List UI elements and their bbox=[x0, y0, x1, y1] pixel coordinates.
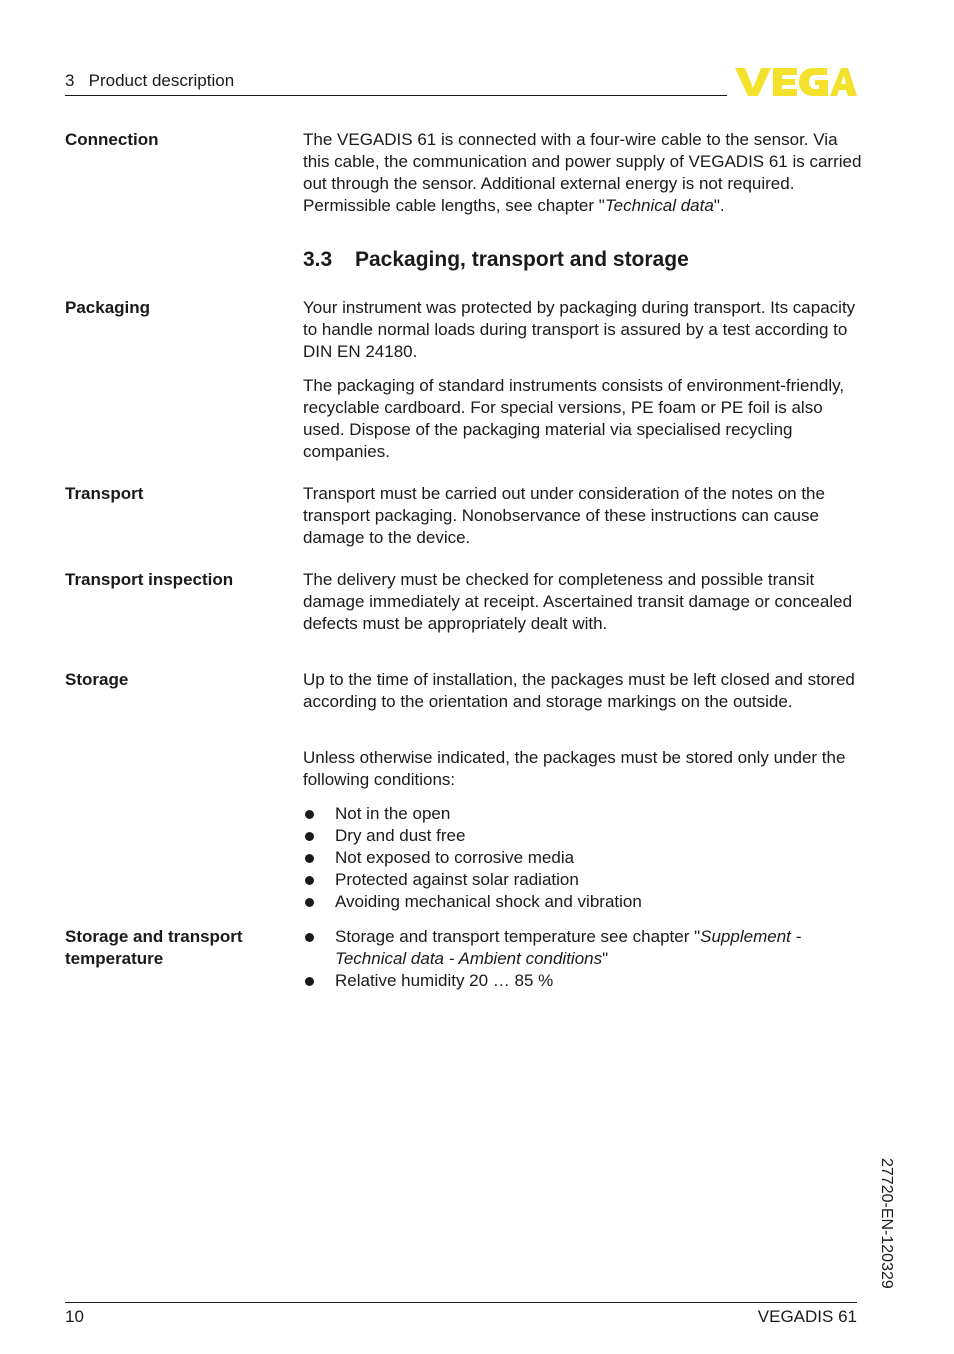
header-section-number: 3 bbox=[65, 71, 75, 90]
header-section-title: Product description bbox=[88, 71, 235, 90]
bullet-icon bbox=[305, 810, 314, 819]
packaging-paragraph-1: Your instrument was protected by packaging during transport. Its capacity to handle normal loads during transport is assured by a test according to DIN EN 24180. bbox=[303, 298, 856, 361]
section-title: Packaging, transport and storage bbox=[355, 248, 689, 271]
list-item bbox=[303, 891, 863, 913]
section-number: 3.3 bbox=[303, 248, 333, 271]
list-item bbox=[303, 825, 863, 847]
list-item-text: Storage and transport temperature see chapter " bbox=[335, 927, 701, 946]
connection-text-end: ". bbox=[713, 196, 725, 215]
transport-inspection-label: Transport inspection bbox=[65, 570, 234, 589]
bullet-icon bbox=[305, 832, 314, 841]
list-item-text: Not in the open bbox=[335, 804, 451, 823]
list-item bbox=[303, 970, 863, 992]
list-item-text: Dry and dust free bbox=[335, 826, 466, 845]
list-item bbox=[303, 803, 863, 825]
storage-paragraph-2: Unless otherwise indicated, the packages must be stored only under the following conditions: bbox=[303, 748, 846, 789]
transport-inspection-paragraph: The delivery must be checked for completeness and possible transit damage immediately at receipt. Ascertained transit damage or concealed defects must be appropriately dealt with. bbox=[303, 570, 853, 633]
vega-logo-graphic bbox=[735, 66, 857, 98]
vega-logo bbox=[735, 66, 857, 103]
storage-paragraph-1: Up to the time of installation, the packages must be left closed and stored according to the orientation and storage markings on the outside. bbox=[303, 670, 855, 711]
connection-technical-data-ref: Technical data bbox=[604, 196, 714, 215]
storage-temperature-label-line-2: temperature bbox=[65, 949, 164, 968]
list-item-text: Avoiding mechanical shock and vibration bbox=[335, 892, 642, 911]
header-divider bbox=[65, 95, 727, 96]
bullet-icon bbox=[305, 977, 314, 986]
packaging-label: Packaging bbox=[65, 298, 151, 317]
transport-paragraph: Transport must be carried out under consideration of the notes on the transport packaging. Nonobservance of these instructions can cause damage to the device. bbox=[303, 484, 825, 547]
storage-temperature-list bbox=[303, 926, 863, 992]
list-item-text: Not exposed to corrosive media bbox=[335, 848, 575, 867]
storage-temperature-label-line-1: Storage and transport bbox=[65, 927, 243, 946]
bullet-icon bbox=[305, 898, 314, 907]
bullet-icon bbox=[305, 933, 314, 942]
running-header bbox=[65, 71, 234, 91]
bullet-icon bbox=[305, 876, 314, 885]
footer-product-name: VEGADIS 61 bbox=[757, 1307, 857, 1326]
list-item-text-end: " bbox=[602, 949, 609, 968]
document-id: 27720-EN-120329 bbox=[878, 1158, 895, 1289]
packaging-paragraph-2: The packaging of standard instruments consists of environment-friendly, recyclable cardboard. For special versions, PE foam or PE foil is also used. Dispose of the packaging material via specialised recycling companies. bbox=[303, 376, 845, 461]
storage-temperature-label bbox=[65, 926, 243, 970]
bullet-icon bbox=[305, 854, 314, 863]
section-heading bbox=[303, 248, 689, 272]
connection-text-part: The VEGADIS 61 is connected with a four-wire cable to the sensor. Via this cable, the communication and power supply of VEGADIS 61 is carried out through the sensor. Additional external energy is not required. Permissible cable lengths, see chapter " bbox=[303, 130, 862, 215]
list-item bbox=[303, 926, 863, 970]
list-item-text: Protected against solar radiation bbox=[335, 870, 579, 889]
footer-divider bbox=[65, 1302, 857, 1303]
connection-text bbox=[303, 129, 863, 217]
supplement-chapter-ref: Supplement - Technical data - Ambient conditions bbox=[335, 927, 802, 968]
page-number: 10 bbox=[65, 1307, 84, 1326]
transport-label: Transport bbox=[65, 484, 144, 503]
storage-conditions-list bbox=[303, 803, 863, 913]
list-item bbox=[303, 869, 863, 891]
list-item-text: Relative humidity 20 … 85 % bbox=[335, 971, 554, 990]
connection-label: Connection bbox=[65, 130, 159, 149]
list-item bbox=[303, 847, 863, 869]
storage-label: Storage bbox=[65, 670, 129, 689]
